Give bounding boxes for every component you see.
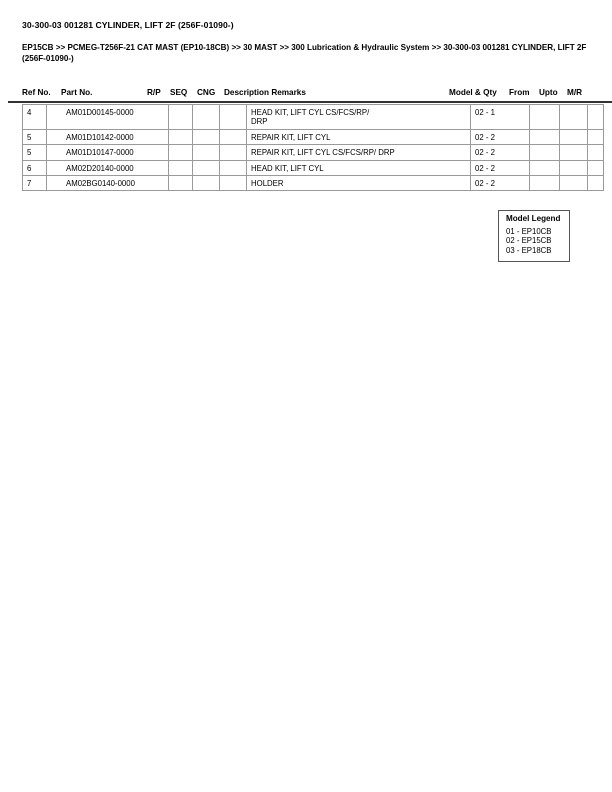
model-legend-title: Model Legend [506, 214, 561, 223]
cell-seq [193, 145, 220, 160]
cell-cng [220, 105, 247, 130]
cell-model-qty: 02 - 2 [471, 176, 530, 191]
column-header-rp: R/P [147, 88, 161, 97]
cell-upto [560, 160, 588, 175]
cell-model-qty: 02 - 2 [471, 129, 530, 144]
cell-rp [169, 129, 193, 144]
breadcrumb: EP15CB >> PCMEG-T256F-21 CAT MAST (EP10-18CB) >> 30 MAST >> 300 Lubrication & Hydraulic System >> 30-300-03 001281 CYLINDER, LIFT 2F (256F-01090-) [22, 43, 587, 63]
cell-ref-no: 7 [23, 176, 47, 191]
cell-mr [588, 145, 604, 160]
table-row [23, 160, 604, 175]
column-header-upto: Upto [539, 88, 558, 97]
cell-part-no: AM02D20140-0000 [47, 160, 169, 175]
cell-ref-no: 6 [23, 160, 47, 175]
cell-mr [588, 176, 604, 191]
cell-cng [220, 129, 247, 144]
cell-seq [193, 129, 220, 144]
model-legend-item: 03 - EP18CB [506, 245, 552, 255]
table-row [23, 105, 604, 130]
model-legend-item: 01 - EP10CB [506, 226, 552, 236]
column-header-description: Description Remarks [224, 88, 306, 97]
cell-from [530, 145, 560, 160]
cell-ref-no: 4 [23, 105, 47, 130]
column-header-model-qty: Model & Qty [449, 88, 497, 97]
cell-upto [560, 105, 588, 130]
cell-ref-no: 5 [23, 129, 47, 144]
column-header-from: From [509, 88, 530, 97]
parts-table [22, 104, 604, 191]
cell-rp [169, 105, 193, 130]
cell-upto [560, 145, 588, 160]
column-header-part-no: Part No. [61, 88, 93, 97]
cell-seq [193, 160, 220, 175]
cell-cng [220, 176, 247, 191]
table-row [23, 129, 604, 144]
cell-model-qty: 02 - 2 [471, 145, 530, 160]
cell-cng [220, 160, 247, 175]
header-divider [8, 101, 612, 103]
cell-rp [169, 160, 193, 175]
cell-seq [193, 105, 220, 130]
cell-description: HEAD KIT, LIFT CYL CS/FCS/RP/ DRP [247, 105, 471, 130]
cell-part-no: AM01D00145-0000 [47, 105, 169, 130]
model-legend-item: 02 - EP15CB [506, 236, 552, 245]
column-header-mr: M/R [567, 88, 583, 97]
table-row [23, 176, 604, 191]
cell-rp [169, 145, 193, 160]
cell-description: HOLDER [247, 176, 471, 191]
cell-upto [560, 129, 588, 144]
cell-description: REPAIR KIT, LIFT CYL [247, 129, 471, 144]
cell-from [530, 160, 560, 175]
column-header-seq: SEQ [170, 88, 188, 97]
cell-from [530, 176, 560, 191]
cell-description: HEAD KIT, LIFT CYL [247, 160, 471, 175]
cell-mr [588, 105, 604, 130]
cell-description: REPAIR KIT, LIFT CYL CS/FCS/RP/ DRP [247, 145, 471, 160]
cell-model-qty: 02 - 1 [471, 105, 530, 130]
cell-rp [169, 176, 193, 191]
cell-part-no: AM02BG0140-0000 [47, 176, 169, 191]
cell-model-qty: 02 - 2 [471, 160, 530, 175]
table-row [23, 145, 604, 160]
column-header-cng: CNG [197, 88, 216, 97]
cell-part-no: AM01D10147-0000 [47, 145, 169, 160]
column-header-ref-no: Ref No. [22, 88, 51, 97]
cell-from [530, 129, 560, 144]
cell-seq [193, 176, 220, 191]
cell-cng [220, 145, 247, 160]
cell-mr [588, 129, 604, 144]
model-legend [498, 210, 570, 262]
cell-from [530, 105, 560, 130]
page-title: 30-300-03 001281 CYLINDER, LIFT 2F (256F-01090-) [22, 20, 234, 30]
cell-ref-no: 5 [23, 145, 47, 160]
cell-mr [588, 160, 604, 175]
cell-part-no: AM01D10142-0000 [47, 129, 169, 144]
cell-upto [560, 176, 588, 191]
